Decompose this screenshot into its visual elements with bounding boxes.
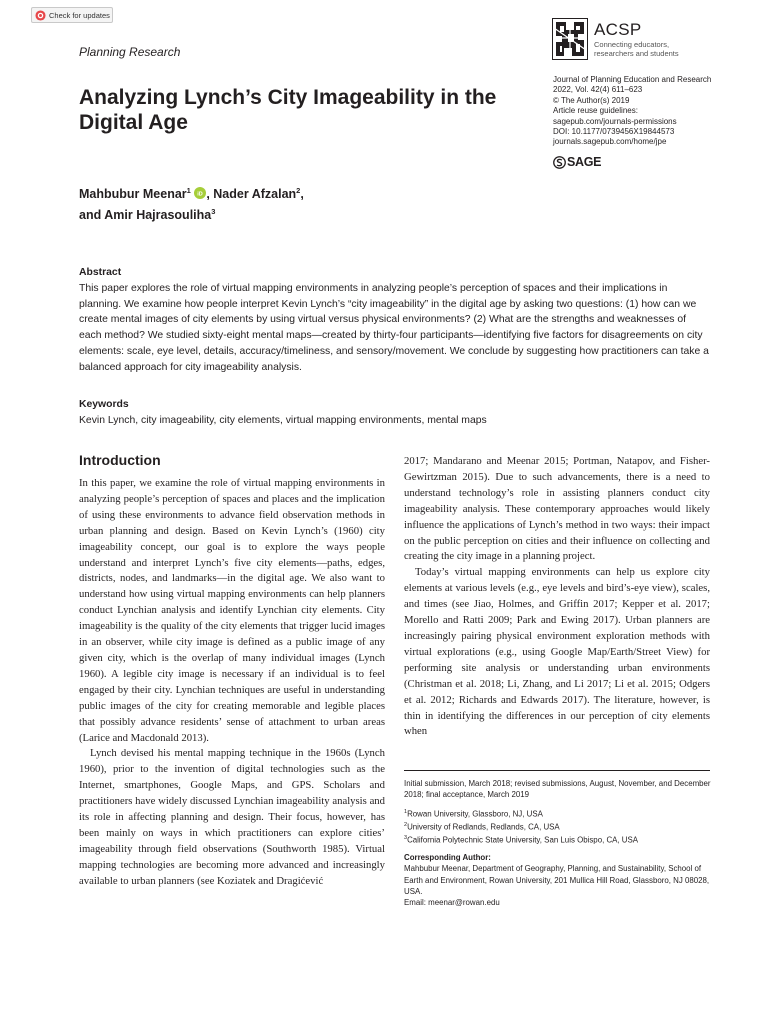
tagline-line-1: Connecting educators, xyxy=(594,40,670,49)
affiliation-2 xyxy=(404,820,714,833)
corresponding-author-email[interactable]: Email: meenar@rowan.edu xyxy=(404,897,500,907)
orcid-icon[interactable] xyxy=(194,187,206,199)
affiliation-2-text: University of Redlands, Redlands, CA, USA xyxy=(407,822,560,832)
sage-logo-icon xyxy=(553,156,566,169)
author-1-affiliation: 1 xyxy=(186,186,191,195)
author-3[interactable]: Amir Hajrasouliha xyxy=(104,208,212,223)
author-1[interactable]: Mahbubur Meenar xyxy=(79,187,187,202)
publisher-tagline xyxy=(594,40,704,58)
affiliation-1 xyxy=(404,807,714,820)
body-column-right xyxy=(404,454,710,740)
svg-text:iD: iD xyxy=(197,191,204,198)
abstract xyxy=(79,265,709,376)
publisher-name: ACSP xyxy=(594,20,642,39)
affiliation-3-text: California Polytechnic State University, San Luis Obispo, CA, USA xyxy=(407,835,639,845)
author-conjunction: and xyxy=(79,208,102,223)
author-list: Mahbubur Meenar$^1$ iD , Nader Afzalan$^2$, and Amir Hajrasouliha$^3$ xyxy=(79,186,304,223)
author-2-affiliation: 2 xyxy=(296,186,301,195)
journal-volume: 2022, Vol. 42(4) 611–623 xyxy=(553,85,643,95)
section-label: Planning Research xyxy=(79,45,181,59)
journal-reuse-link[interactable]: sagepub.com/journals-permissions xyxy=(553,116,677,126)
journal-reuse: Article reuse guidelines: xyxy=(553,106,638,116)
abstract-text: This paper explores the role of virtual mapping environments in analyzing people’s perception of spaces and their implications in planning. We examine how people interpret Kevin Lynch’s “city imageability” in the digital age by asking two questions: (1) how can we create mental images of city elements by using virtual versus physical environments? (2) What are the strengths and weaknesses of each method? We studied sixty-eight mental maps—created by thirty-four participants—identifying five factors for disagreements on city elements: scale, eye level, details, accuracy/timeliness, and sensory/movement. We conclude by suggesting how practitioners can take a balanced approach for city imageability analysis. xyxy=(79,282,709,373)
submission-history: Initial submission, March 2018; revised submissions, August, November, and December 2018; final acceptance, March 2019 xyxy=(404,779,711,800)
footnotes xyxy=(404,778,714,908)
introduction-heading: Introduction xyxy=(79,452,161,468)
paragraph: Lynch devised his mental mapping technique in the 1960s (Lynch 1960), prior to the invention of digital technologies such as the Internet, smartphones, Google Maps, and GPS. Scholars and practitioners have widely discussed Lynchian imageability analysis and its role in affecting planning and design. Their focus, however, has been mainly on ways in which practitioners can explore cities’ imageability through field observations (Southworth 1985). Virtual mapping technologies are becoming more advanced and increasingly available to urban planners (see Koziatek and Dragićević xyxy=(79,747,385,887)
journal-url[interactable]: journals.sagepub.com/home/jpe xyxy=(553,137,667,147)
sage-logo xyxy=(553,155,601,169)
author-3-affiliation: 3 xyxy=(211,207,216,217)
tagline-line-2: researchers and students xyxy=(594,49,679,58)
abstract-heading: Abstract xyxy=(79,267,122,278)
journal-info xyxy=(553,75,723,148)
journal-copyright: © The Author(s) 2019 xyxy=(553,95,630,105)
article-title: Analyzing Lynch’s City Imageability in the Digital Age xyxy=(79,86,497,134)
keywords xyxy=(79,397,709,429)
corresponding-author-heading: Corresponding Author: xyxy=(404,853,491,863)
journal-doi[interactable]: DOI: 10.1177/0739456X19844573 xyxy=(553,127,675,137)
check-for-updates-button[interactable] xyxy=(31,7,113,23)
corresponding-author-address: Mahbubur Meenar, Department of Geography, Planning, and Sustainability, School of Earth and Environment, Rowan University, 201 Mullica Hill Road, Glassboro, NJ 08028, USA. xyxy=(404,864,710,896)
affiliation-1-number: 1 xyxy=(404,809,408,816)
check-for-updates-label: Check for updates xyxy=(49,10,110,20)
check-for-updates-icon xyxy=(35,10,46,21)
sage-wordmark: SAGE xyxy=(567,155,602,169)
paragraph: Today’s virtual mapping environments can help us explore city elements at various levels (e.g., eye levels and bird’s-eye view), scales, and times (see Jiao, Holmes, and Griffin 2017; Kepper et al. 2017; Morello and Ratti 2009; Park and Ewing 2017). Urban planners are increasingly pairing physical environment exploration methods with virtual explorations (e.g., using Google Map/Earth/Street View) for performing site analysis or understanding urban environments (Christman et al. 2018; Li, Zhang, and Li 2017; Li et al. 2015; Odgers et al. 2012; Richards and Edwards 2017). The literature, however, is thin in identifying the differences in our perception of city elements when xyxy=(404,566,710,738)
journal-name: Journal of Planning Education and Research xyxy=(553,75,712,84)
footnote-divider xyxy=(404,770,710,771)
acsp-logo-icon xyxy=(552,18,588,60)
keywords-text: Kevin Lynch, city imageability, city elements, virtual mapping environments, mental maps xyxy=(79,414,487,426)
affiliation-1-text: Rowan University, Glassboro, NJ, USA xyxy=(407,809,543,819)
keywords-heading: Keywords xyxy=(79,399,129,410)
author-2[interactable]: Nader Afzalan xyxy=(213,187,297,202)
affiliation-3-number: 3 xyxy=(404,834,408,841)
paragraph: In this paper, we examine the role of virtual mapping environments in analyzing people’s perception of spaces and places and the implication of using these environments to advance field observation methods in urban planning and design. Based on Kevin Lynch’s (1960) city imageability concept, our goal is to explore the ways people understand and interpret Lynch’s five city elements—paths, edges, districts, nodes, and landmarks—in the digital age. We also want to understand how using virtual mapping environments can help planners conduct Lynchian analysis and identify Lynchian city elements. City imageability is the quality of the city elements that trigger lucid images in an observer, while city image is defined as a public image of any given city, which is the overlap of many individual images (Lynch 1960). A legible city image is necessary if an individual is to feel engaged by their city. Lynchian techniques are useful in understanding public images of the city for creating memorable and legible places that possibly advance residents’ sense of attachment to urban areas (Larice and Macdonald 2013). xyxy=(79,477,385,744)
affiliation-3 xyxy=(404,833,714,846)
body-column-left xyxy=(79,476,385,890)
affiliation-2-number: 2 xyxy=(404,821,408,828)
paragraph: 2017; Mandarano and Meenar 2015; Portman, Natapov, and Fisher-Gewirtzman 2015). Due to such advancements, there is a need to understand technology’s role in assisting planners conduct city imageability analysis. These contemporary approaches would likely influence the applications of Lynch’s method in two ways: their impact on the public perception on cities and their influence on collecting and creating the city image in a planning project. xyxy=(404,455,710,563)
